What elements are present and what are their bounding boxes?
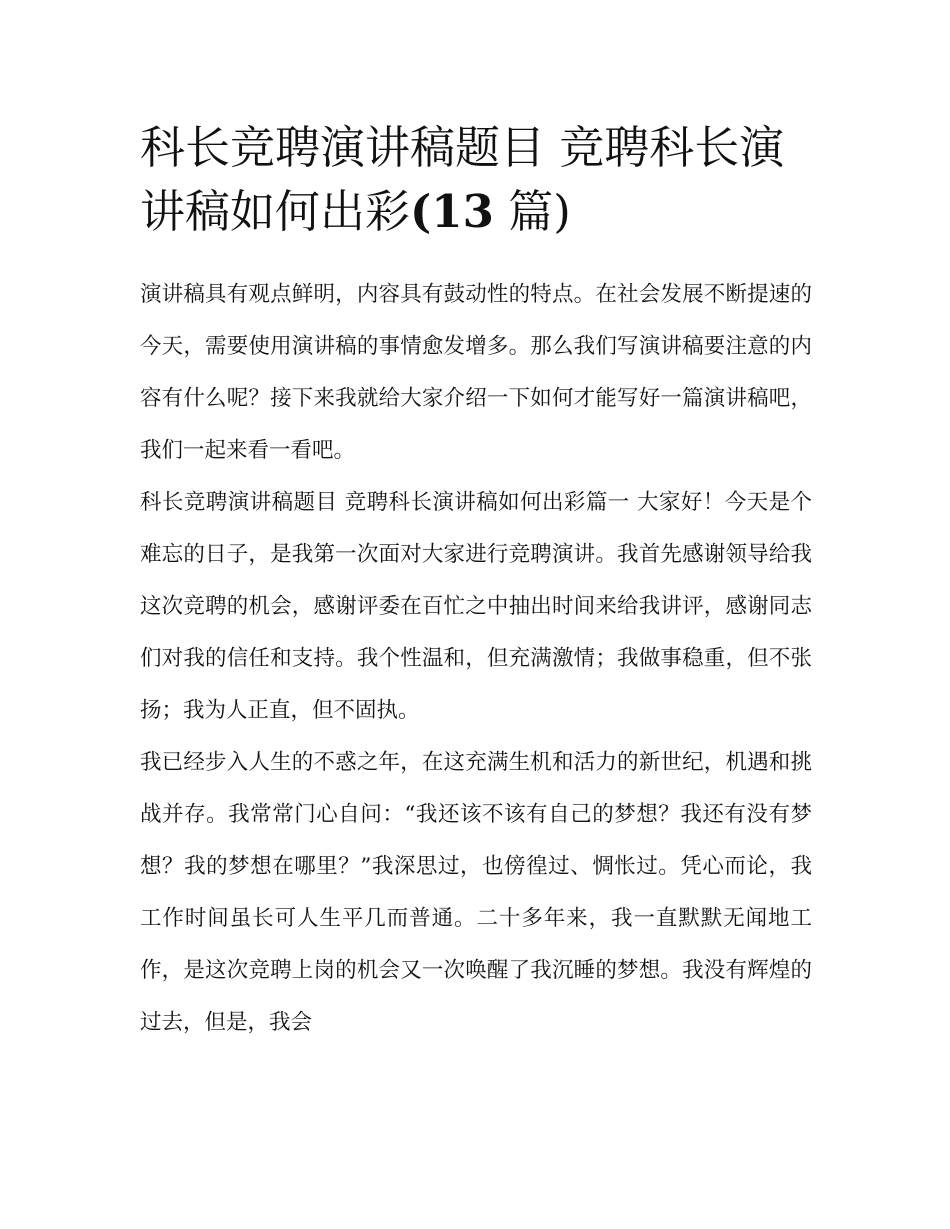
- title-text: 科长竞聘演讲稿题目 竞聘科长演讲稿如何出彩: [140, 121, 785, 238]
- paragraph-intro: 演讲稿具有观点鲜明，内容具有鼓动性的特点。在社会发展不断提速的今天，需要使用演讲稿的事情愈发增多。那么我们写演讲稿要注意的内容有什么呢？接下来我就给大家介绍一下如何才能写好一篇演讲稿吧，我们一起来看一看吧。: [140, 282, 812, 463]
- document-title: [140, 116, 812, 244]
- title-suffix: 篇): [493, 185, 571, 238]
- document-content: [140, 116, 812, 1049]
- paragraph-speech-opening: 科长竞聘演讲稿题目 竞聘科长演讲稿如何出彩篇一 大家好！今天是个难忘的日子，是我第一次面对大家进行竞聘演讲。我首先感谢领导给我这次竞聘的机会，感谢评委在百忙之中抽出时间来给我讲评，感谢同志们对我的信任和支持。我个性温和，但充满激情；我做事稳重，但不张扬；我为人正直，但不固执。: [140, 490, 812, 723]
- paragraph-speech-body: 我已经步入人生的不惑之年，在这充满生机和活力的新世纪，机遇和挑战并存。我常常门心自问：“我还该不该有自己的梦想？我还有没有梦想？我的梦想在哪里？”我深思过，也傍徨过、惆怅过。凭心而论，我工作时间虽长可人生平几而普通。二十多年来，我一直默默无闻地工作，是这次竞聘上岗的机会又一次唤醒了我沉睡的梦想。我没有辉煌的过去，但是，我会: [140, 750, 812, 1035]
- title-count: (13: [410, 185, 494, 238]
